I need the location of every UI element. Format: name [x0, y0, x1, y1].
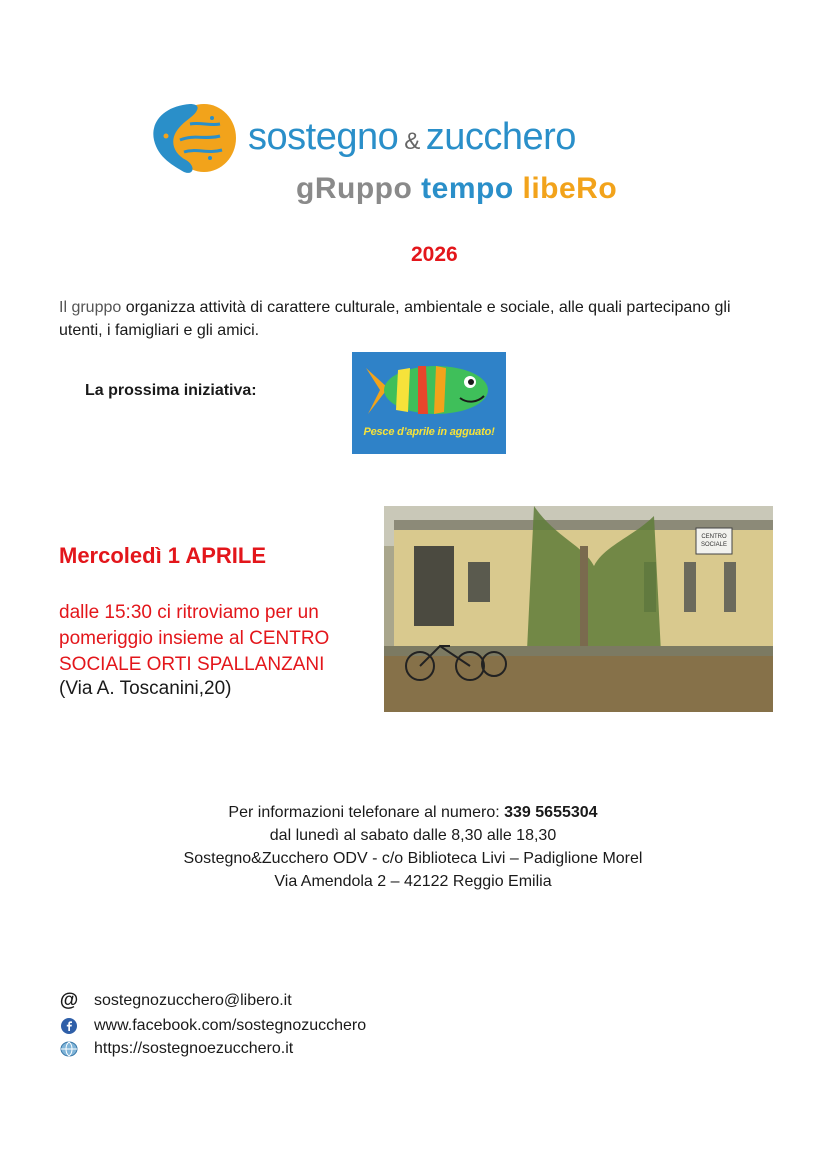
logo-name-part1: sostegno	[248, 116, 399, 158]
next-initiative-label: La prossima iniziativa:	[85, 382, 257, 399]
photo-sign-line2: SOCIALE	[700, 542, 728, 548]
contact-facebook[interactable]: www.facebook.com/sostegnozucchero	[94, 1017, 367, 1034]
logo-name-part2: zucchero	[425, 116, 576, 158]
fish-caption: Pesce d’aprile in agguato!	[363, 426, 495, 438]
globe-icon	[59, 1039, 79, 1059]
info-phone-line	[0, 801, 826, 824]
contact-email[interactable]: sostegnozucchero@libero.it	[94, 992, 292, 1009]
intro-rest: organizza attività di carattere culturale, ambientale e sociale, alle quali partecipano gli utenti, i famigliari e gli amici.	[59, 299, 731, 339]
fish-icon	[362, 360, 496, 422]
event-date: Mercoledì 1 APRILE	[59, 543, 267, 568]
logo-subtitle	[296, 172, 617, 206]
contact-email-row[interactable]	[59, 990, 292, 1012]
intro-lead: Il gruppo	[59, 299, 122, 316]
at-sign-icon: @	[59, 990, 79, 1011]
facebook-icon	[59, 1016, 79, 1036]
info-street: Via Amendola 2 – 42122 Reggio Emilia	[274, 873, 552, 890]
info-block	[0, 801, 826, 893]
info-phone-number: 339 5655304	[504, 804, 598, 821]
info-phone-label: Per informazioni telefonare al numero:	[228, 804, 505, 821]
logo-sub-word3: libeRo	[522, 172, 618, 205]
logo-sub-word2: tempo	[421, 172, 514, 205]
info-org: Sostegno&Zucchero ODV - c/o Biblioteca Livi – Padiglione Morel	[183, 850, 643, 867]
intro-paragraph	[59, 296, 759, 342]
event-address: (Via A. Toscanini,20)	[59, 678, 232, 699]
event-description: dalle 15:30 ci ritroviamo per un pomeriggio insieme al CENTRO SOCIALE ORTI SPALLANZANI	[59, 602, 330, 675]
logo-name	[248, 116, 576, 159]
photo-sign-line1: CENTRO	[701, 534, 727, 540]
logo-name-amp: &	[404, 128, 420, 155]
year-heading: 2026	[411, 243, 458, 266]
contact-website-row[interactable]	[59, 1038, 293, 1060]
contact-facebook-row[interactable]	[59, 1015, 366, 1037]
info-hours: dal lunedì al sabato dalle 8,30 alle 18,30	[269, 827, 557, 844]
centro-sociale-photo	[384, 506, 773, 712]
fish-image	[352, 352, 506, 454]
logo-sub-word1: gRuppo	[296, 172, 413, 205]
contact-website[interactable]: https://sostegnoezucchero.it	[94, 1040, 294, 1057]
logo-mark-icon	[150, 96, 238, 180]
